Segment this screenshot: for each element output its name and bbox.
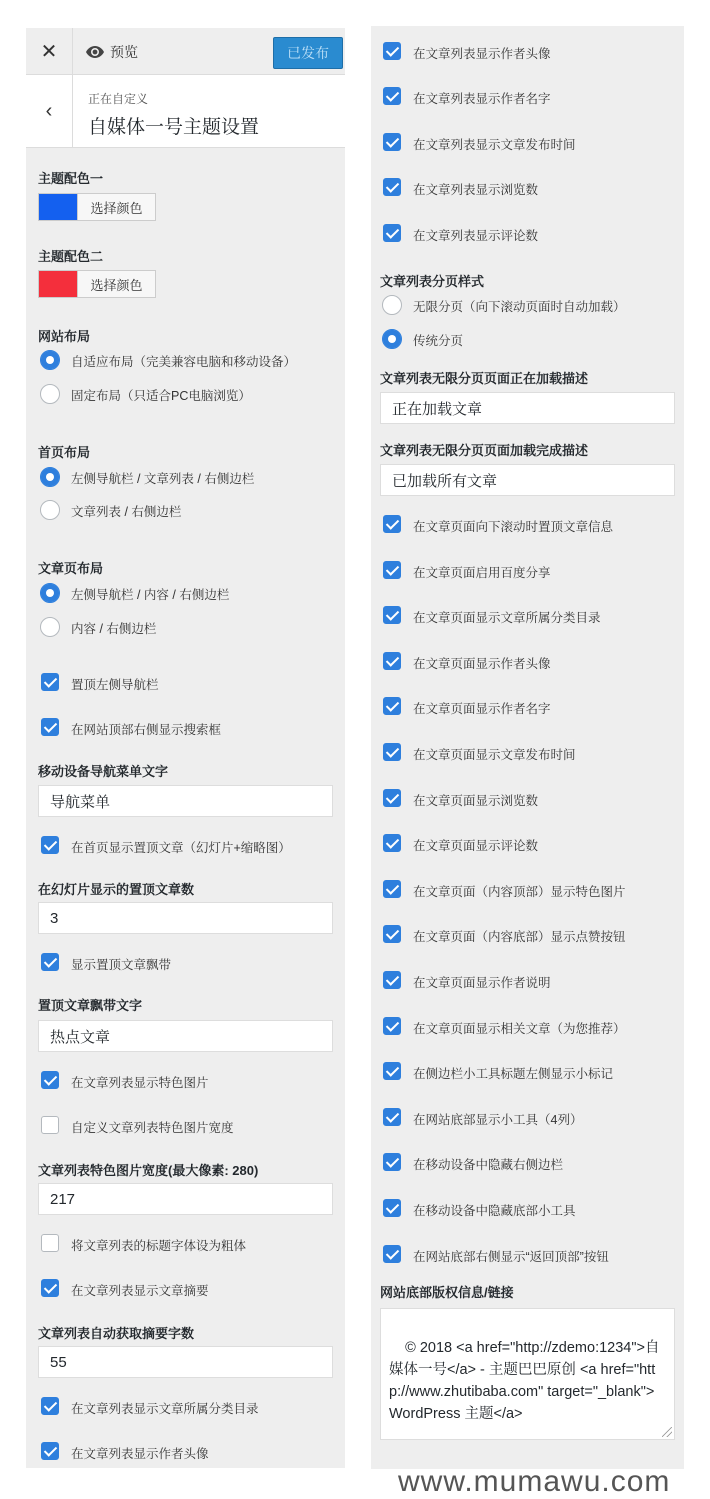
post-layout-label: 文章页布局 bbox=[38, 561, 104, 576]
excerpt-label: 在文章列表显示文章摘要 bbox=[71, 1284, 209, 1298]
excerpt-length-label: 文章列表自动获取摘要字数 bbox=[38, 1326, 195, 1341]
close-icon: ✕ bbox=[40, 40, 58, 63]
color2-swatch[interactable] bbox=[38, 270, 78, 298]
ribbon-text-label: 置顶文章飘带文字 bbox=[38, 998, 143, 1013]
category-checkbox[interactable] bbox=[41, 1397, 59, 1415]
post-layout-option: 左侧导航栏 / 内容 / 右侧边栏 bbox=[71, 588, 230, 602]
panel-title: 自媒体一号主题设置 bbox=[88, 117, 260, 138]
site-layout-radio-responsive[interactable] bbox=[40, 350, 60, 370]
ribbon-label: 显示置顶文章飘带 bbox=[71, 958, 172, 972]
post-option-checkbox[interactable] bbox=[383, 1108, 401, 1126]
bold-title-label: 将文章列表的标题字体设为粗体 bbox=[71, 1239, 247, 1253]
post-option-checkbox[interactable] bbox=[383, 561, 401, 579]
customizer-panel-right bbox=[371, 26, 684, 1469]
list-views-checkbox[interactable] bbox=[383, 178, 401, 196]
site-layout-label: 网站布局 bbox=[38, 329, 91, 344]
post-option-label: 在网站底部右侧显示“返回顶部”按钮 bbox=[413, 1250, 609, 1264]
site-layout-option: 固定布局（只适合PC电脑浏览） bbox=[71, 389, 251, 403]
home-layout-radio-two[interactable] bbox=[40, 500, 60, 520]
home-layout-option: 左侧导航栏 / 文章列表 / 右侧边栏 bbox=[71, 472, 255, 486]
color1-label: 主题配色一 bbox=[38, 171, 104, 186]
post-option-label: 在文章页面显示评论数 bbox=[413, 839, 539, 853]
post-option-label: 在移动设备中隐藏右侧边栏 bbox=[413, 1158, 564, 1172]
post-option-checkbox[interactable] bbox=[383, 515, 401, 533]
copyright-label: 网站底部版权信息/链接 bbox=[380, 1285, 514, 1300]
ribbon-text-input[interactable]: 热点文章 bbox=[38, 1020, 333, 1052]
publish-button[interactable]: 已发布 bbox=[273, 37, 343, 69]
pin-nav-checkbox[interactable] bbox=[41, 673, 59, 691]
slider-checkbox[interactable] bbox=[41, 836, 59, 854]
pagination-label: 文章列表分页样式 bbox=[380, 274, 485, 289]
post-option-label: 在文章页面显示浏览数 bbox=[413, 794, 539, 808]
post-option-checkbox[interactable] bbox=[383, 834, 401, 852]
post-option-label: 在文章页面（内容顶部）显示特色图片 bbox=[413, 885, 626, 899]
post-option-checkbox[interactable] bbox=[383, 606, 401, 624]
search-checkbox[interactable] bbox=[41, 718, 59, 736]
featured-image-label: 在文章列表显示特色图片 bbox=[71, 1076, 209, 1090]
color2-label: 主题配色二 bbox=[38, 249, 104, 264]
custom-width-checkbox[interactable] bbox=[41, 1116, 59, 1134]
post-option-label: 在移动设备中隐藏底部小工具 bbox=[413, 1204, 576, 1218]
back-button[interactable] bbox=[26, 75, 73, 147]
list-author-checkbox[interactable] bbox=[383, 87, 401, 105]
post-option-checkbox[interactable] bbox=[383, 1017, 401, 1035]
post-option-label: 在文章页面启用百度分享 bbox=[413, 566, 551, 580]
post-option-label: 在文章页面显示文章发布时间 bbox=[413, 748, 576, 762]
customizing-label: 正在自定义 bbox=[88, 92, 149, 106]
preview-label: 预览 bbox=[110, 44, 138, 60]
list-comments-checkbox[interactable] bbox=[383, 224, 401, 242]
customizer-header bbox=[26, 28, 345, 75]
watermark: www.mumawu.com bbox=[398, 1465, 671, 1498]
post-option-checkbox[interactable] bbox=[383, 652, 401, 670]
post-option-label: 在侧边栏小工具标题左侧显示小标记 bbox=[413, 1067, 614, 1081]
post-option-checkbox[interactable] bbox=[383, 1153, 401, 1171]
custom-width-label: 自定义文章列表特色图片宽度 bbox=[71, 1121, 234, 1135]
home-layout-radio-three[interactable] bbox=[40, 467, 60, 487]
post-option-label: 在文章页面显示作者头像 bbox=[413, 657, 551, 671]
loading-desc-input[interactable]: 正在加载文章 bbox=[380, 392, 675, 424]
post-layout-radio-two[interactable] bbox=[40, 617, 60, 637]
pagination-radio-classic[interactable] bbox=[382, 329, 402, 349]
copyright-textarea[interactable] bbox=[380, 1308, 675, 1440]
post-option-checkbox[interactable] bbox=[383, 697, 401, 715]
color1-button[interactable]: 选择颜色 bbox=[78, 193, 156, 221]
slider-count-input[interactable]: 3 bbox=[38, 902, 333, 934]
img-width-label: 文章列表特色图片宽度(最大像素: 280) bbox=[38, 1163, 259, 1178]
post-option-checkbox[interactable] bbox=[383, 971, 401, 989]
mobile-menu-label: 移动设备导航菜单文字 bbox=[38, 764, 169, 779]
resize-grip-icon[interactable] bbox=[662, 1427, 672, 1437]
featured-image-checkbox[interactable] bbox=[41, 1071, 59, 1089]
post-option-checkbox[interactable] bbox=[383, 880, 401, 898]
category-label: 在文章列表显示文章所属分类目录 bbox=[71, 1402, 259, 1416]
avatar-label: 在文章列表显示作者头像 bbox=[71, 1447, 209, 1461]
list-option-label: 在文章列表显示作者头像 bbox=[413, 47, 551, 61]
pagination-option: 无限分页（向下滚动页面时自动加载） bbox=[413, 300, 626, 314]
slider-label: 在首页显示置顶文章（幻灯片+缩略图） bbox=[71, 841, 291, 855]
post-option-checkbox[interactable] bbox=[383, 925, 401, 943]
color1-swatch[interactable] bbox=[38, 193, 78, 221]
site-layout-option: 自适应布局（完美兼容电脑和移动设备） bbox=[71, 355, 297, 369]
close-button[interactable] bbox=[26, 28, 73, 74]
loaded-desc-label: 文章列表无限分页页面加载完成描述 bbox=[380, 443, 589, 458]
post-option-checkbox[interactable] bbox=[383, 743, 401, 761]
site-layout-radio-fixed[interactable] bbox=[40, 384, 60, 404]
excerpt-length-input[interactable]: 55 bbox=[38, 1346, 333, 1378]
pagination-radio-infinite[interactable] bbox=[382, 295, 402, 315]
post-option-checkbox[interactable] bbox=[383, 789, 401, 807]
slider-count-label: 在幻灯片显示的置顶文章数 bbox=[38, 882, 195, 897]
post-option-label: 在文章页面向下滚动时置顶文章信息 bbox=[413, 520, 614, 534]
avatar-checkbox[interactable] bbox=[41, 1442, 59, 1460]
post-option-label: 在文章页面显示文章所属分类目录 bbox=[413, 611, 601, 625]
post-option-label: 在文章页面（内容底部）显示点赞按钮 bbox=[413, 930, 626, 944]
search-label: 在网站顶部右侧显示搜索框 bbox=[71, 723, 222, 737]
post-option-checkbox[interactable] bbox=[383, 1245, 401, 1263]
pin-nav-label: 置顶左侧导航栏 bbox=[71, 678, 159, 692]
color2-button[interactable]: 选择颜色 bbox=[78, 270, 156, 298]
customizer-panel-left bbox=[26, 28, 345, 1468]
list-option-label: 在文章列表显示作者名字 bbox=[413, 92, 551, 106]
post-option-label: 在文章页面显示相关文章（为您推荐） bbox=[413, 1022, 626, 1036]
ribbon-checkbox[interactable] bbox=[41, 953, 59, 971]
home-layout-option: 文章列表 / 右侧边栏 bbox=[71, 505, 182, 519]
chevron-left-icon: ‹ bbox=[45, 99, 53, 122]
post-layout-option: 内容 / 右侧边栏 bbox=[71, 622, 157, 636]
post-option-label: 在文章页面显示作者名字 bbox=[413, 702, 551, 716]
post-option-checkbox[interactable] bbox=[383, 1062, 401, 1080]
img-width-input[interactable]: 217 bbox=[38, 1183, 333, 1215]
list-option-label: 在文章列表显示浏览数 bbox=[413, 183, 539, 197]
home-layout-label: 首页布局 bbox=[38, 445, 91, 460]
post-option-label: 在网站底部显示小工具（4列） bbox=[413, 1113, 583, 1127]
eye-icon bbox=[86, 46, 104, 58]
loading-desc-label: 文章列表无限分页页面正在加载描述 bbox=[380, 371, 589, 386]
post-layout-radio-three[interactable] bbox=[40, 583, 60, 603]
mobile-menu-input[interactable]: 导航菜单 bbox=[38, 785, 333, 817]
loaded-desc-input[interactable]: 已加载所有文章 bbox=[380, 464, 675, 496]
copyright-text: © 2018 <a href="http://zdemo:1234">自媒体一号</a> - 主题巴巴原创 <a href="http://www.zhutibaba.com" target="_blank">WordPress 主题</a> bbox=[389, 1340, 660, 1422]
post-option-checkbox[interactable] bbox=[383, 1199, 401, 1217]
post-option-label: 在文章页面显示作者说明 bbox=[413, 976, 551, 990]
list-option-label: 在文章列表显示评论数 bbox=[413, 229, 539, 243]
list-option-label: 在文章列表显示文章发布时间 bbox=[413, 138, 576, 152]
customizer-info bbox=[26, 75, 345, 148]
list-date-checkbox[interactable] bbox=[383, 133, 401, 151]
preview-button[interactable] bbox=[86, 42, 138, 62]
list-avatar-checkbox[interactable] bbox=[383, 42, 401, 60]
bold-title-checkbox[interactable] bbox=[41, 1234, 59, 1252]
excerpt-checkbox[interactable] bbox=[41, 1279, 59, 1297]
pagination-option: 传统分页 bbox=[413, 334, 464, 348]
